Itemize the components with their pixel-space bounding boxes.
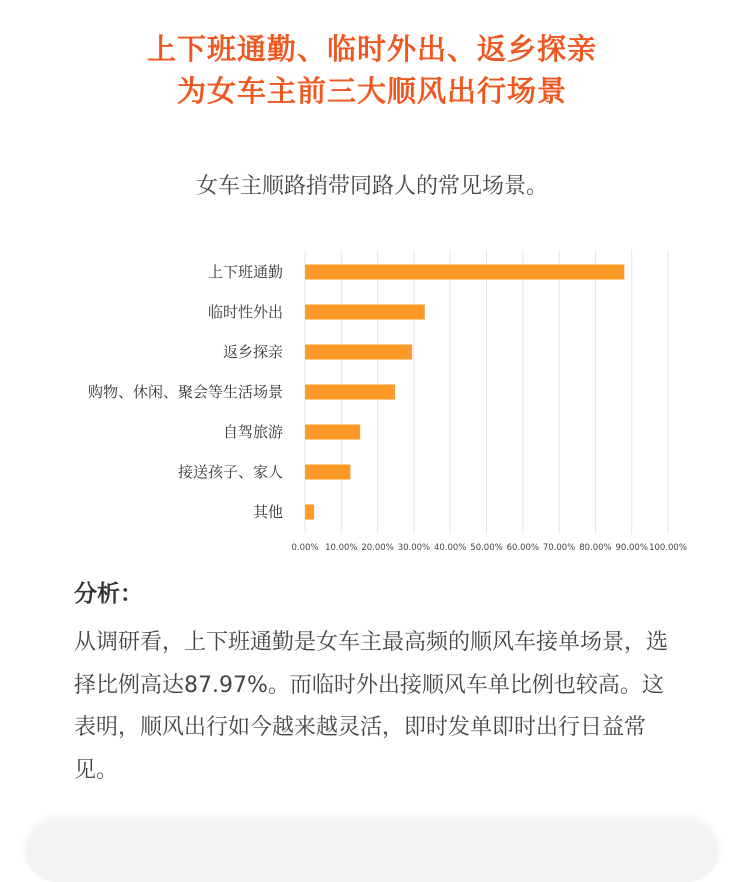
chart-subtitle: 女车主顺路捎带同路人的常见场景。 <box>195 174 548 199</box>
bar <box>305 305 425 320</box>
bar <box>305 505 314 520</box>
x-tick-label: 40.00% <box>433 543 467 553</box>
bar <box>305 425 360 440</box>
category-label: 其他 <box>252 503 283 521</box>
category-label: 接送孩子、家人 <box>177 463 283 481</box>
x-tick-label: 60.00% <box>506 543 540 553</box>
category-label: 返乡探亲 <box>222 343 283 361</box>
headline <box>0 28 744 112</box>
category-label: 临时性外出 <box>207 303 283 321</box>
headline-line-1: 上下班通勤、临时外出、返乡探亲 <box>146 32 597 66</box>
footer-card <box>26 822 718 882</box>
x-tick-label: 30.00% <box>397 543 431 553</box>
category-label: 自驾旅游 <box>222 423 283 441</box>
headline-line-2: 为女车主前三大顺风出行场景 <box>176 74 567 108</box>
scenario-bar-chart <box>0 240 744 570</box>
x-tick-label: 10.00% <box>325 543 358 553</box>
bar <box>305 465 350 480</box>
x-tick-label: 70.00% <box>542 543 576 553</box>
bar <box>305 265 624 280</box>
x-tick-label: 100.00% <box>649 543 687 553</box>
analysis-title: 分析： <box>74 581 143 607</box>
category-label: 上下班通勤 <box>207 263 283 281</box>
x-tick-label: 20.00% <box>361 543 394 553</box>
x-tick-label: 80.00% <box>579 543 612 553</box>
analysis-body: 从调研看，上下班通勤是女车主最高频的顺风车接单场景，选择比例高达87.97%。而临时外出接顺风车单比例也较高。这表明，顺风出行如今越来越灵活，即时发单即时出行日益常见。 <box>74 630 669 783</box>
x-tick-label: 0.00% <box>291 543 319 553</box>
x-tick-label: 90.00% <box>615 543 648 553</box>
category-label: 购物、休闲、聚会等生活场景 <box>87 383 283 401</box>
x-tick-label: 50.00% <box>470 543 503 553</box>
bar <box>305 385 395 400</box>
bar <box>305 345 412 360</box>
